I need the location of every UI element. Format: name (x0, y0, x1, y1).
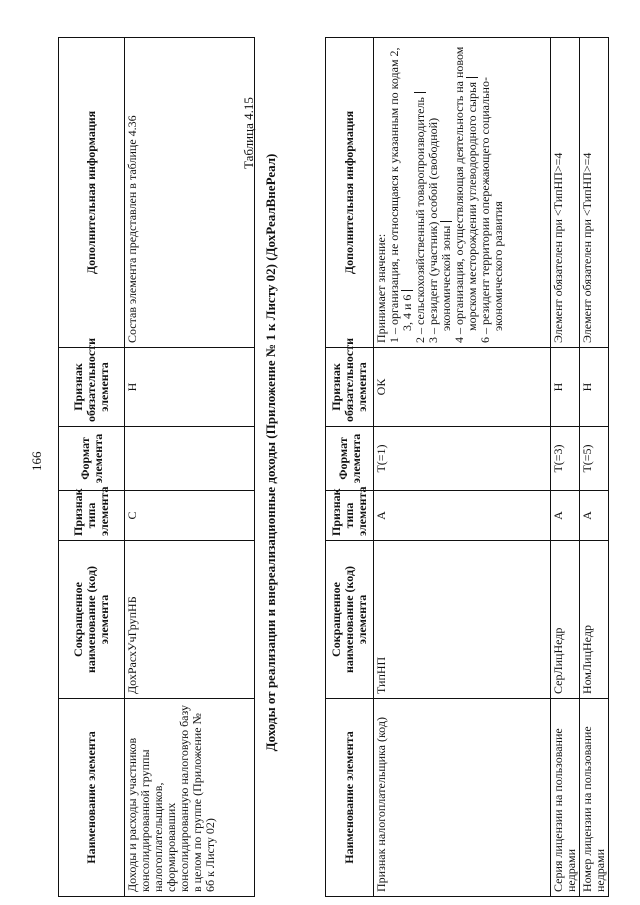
header-short: Сокращенное наименование (код) элемента (326, 541, 374, 699)
cell-format: T(=3) (551, 427, 580, 491)
table-header-row (59, 38, 125, 897)
cell-required: ОК (374, 348, 551, 427)
cell-type: С (125, 491, 255, 541)
list-item: 3 – резидент (участник) особой (свободной) экономической зоны (426, 117, 453, 343)
cell-info: Элемент обязателен при <ТипНП>=4 (580, 38, 609, 348)
header-type: Признак типа элемента (59, 491, 125, 541)
list-item: 6 – резидент территории опережающего социально-экономического развития (478, 77, 505, 343)
info-list (388, 42, 505, 343)
page-number: 166 (29, 451, 44, 471)
table-header-row (326, 38, 374, 897)
header-required: Признак обязательности элемента (59, 348, 125, 427)
cell-short: ДохРасхУчГрупНБ (125, 541, 255, 699)
table-row (551, 38, 580, 897)
cell-required: Н (580, 348, 609, 427)
cell-info (374, 38, 551, 348)
cell-name: Признак налогоплательщика (код) (374, 699, 551, 897)
header-name: Наименование элемента (59, 699, 125, 897)
cell-name: Номер лицензии на пользование недрами (580, 699, 609, 897)
table-caption: Таблица 4.15 (241, 97, 256, 169)
cell-name: Серия лицензии на пользование недрами (551, 699, 580, 897)
header-name: Наименование элемента (326, 699, 374, 897)
header-info: Дополнительная информация (326, 38, 374, 348)
cell-type: А (551, 491, 580, 541)
header-short: Сокращенное наименование (код) элемента (59, 541, 125, 699)
info-intro: Принимает значение: (374, 233, 388, 343)
table-row (374, 38, 551, 897)
cell-name: Доходы и расходы участников консолидированной группы налогоплательщиков, сформировавших консолидированную налоговую базу в целом по группе (Приложение № 6б к Листу 02) (125, 699, 255, 897)
cell-required: Н (551, 348, 580, 427)
cell-type: А (580, 491, 609, 541)
margin-mark (466, 77, 478, 78)
header-required: Признак обязательности элемента (326, 348, 374, 427)
cell-format (125, 427, 255, 491)
cell-short: НомЛицНедр (580, 541, 609, 699)
cell-short: СерЛицНедр (551, 541, 580, 699)
cell-short: ТипНП (374, 541, 551, 699)
cell-format: T(=5) (580, 427, 609, 491)
table-title: Доходы от реализации и внереализационные доходы (Приложение № 1 к Листу 02) (ДохРеалВнеРеал) (263, 153, 278, 752)
cell-info: Элемент обязателен при <ТипНП>=4 (551, 38, 580, 348)
list-item: 2 – сельскохозяйственный товаропроизводитель (414, 42, 427, 343)
cell-info: Состав элемента представлен в таблице 4.36 (125, 38, 255, 348)
margin-mark (414, 92, 426, 93)
list-item: 4 – организация, осуществляющая деятельность на новом морском месторождении углеводородного сырья (452, 46, 479, 343)
table-doh-real-vnereal (325, 37, 609, 897)
cell-type: А (374, 491, 551, 541)
table-elements-continuation (58, 37, 255, 897)
header-type: Признак типа элемента (326, 491, 374, 541)
table-row (125, 38, 255, 897)
header-format: Формат элемента (326, 427, 374, 491)
margin-mark (401, 290, 413, 291)
header-format: Формат элемента (59, 427, 125, 491)
cell-required: Н (125, 348, 255, 427)
header-info: Дополнительная информация (59, 38, 125, 348)
cell-format: T(=1) (374, 427, 551, 491)
table-row (580, 38, 609, 897)
margin-mark (440, 221, 452, 222)
list-item: 1 – организация, не относящаяся к указанным по кодам 2, 3, 4 и 6 (387, 47, 414, 343)
